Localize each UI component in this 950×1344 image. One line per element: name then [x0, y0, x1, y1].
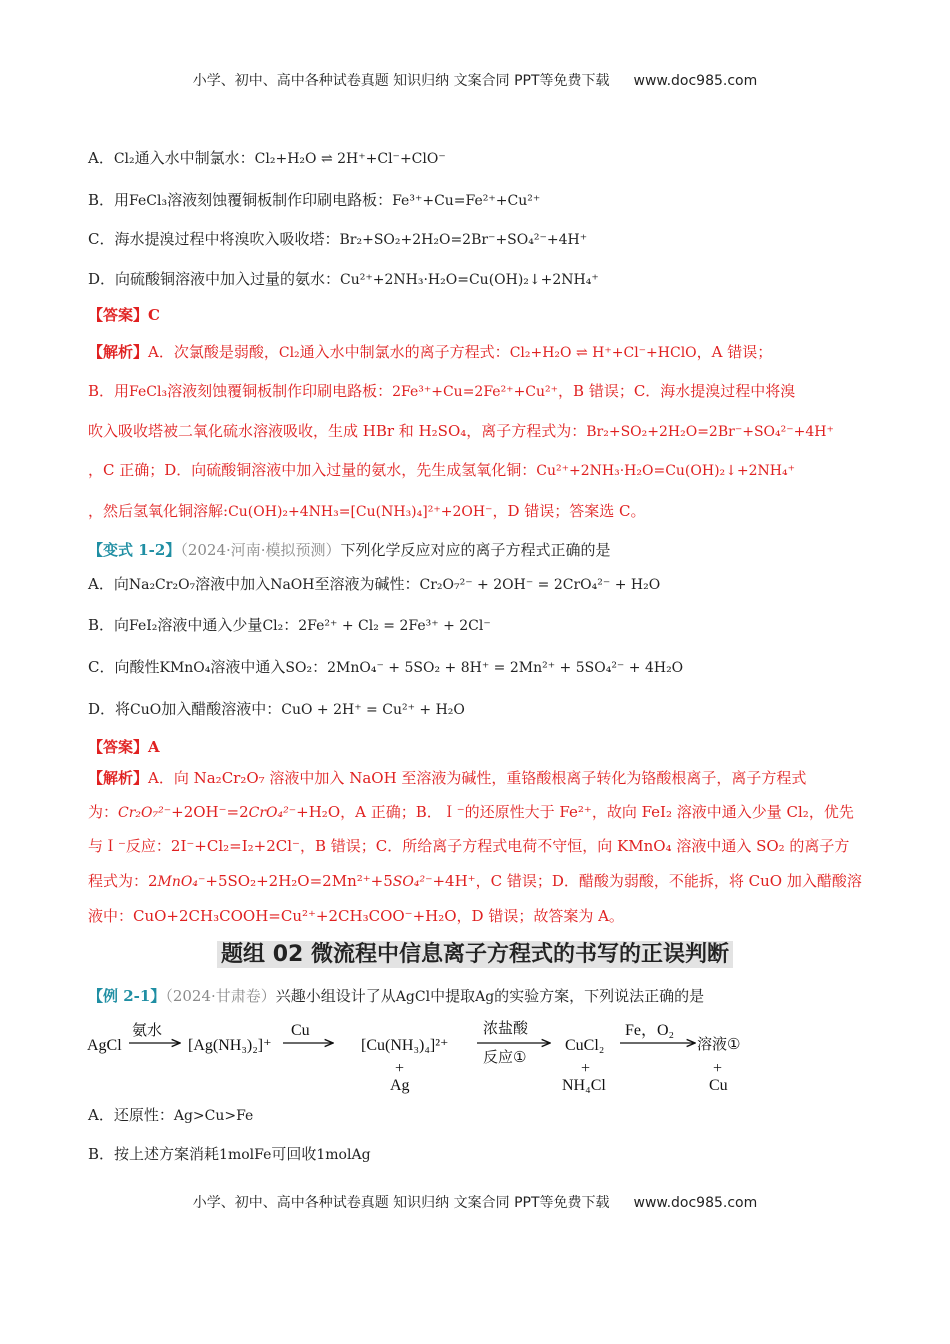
q2-explanation-line4: 程式为：2MnO₄⁻+5SO₂+2H₂O=2Mn²⁺+5SO₄²⁻+4H⁺，C 错误；D．醋酸为弱酸，不能拆，将 CuO 加入醋酸溶 [88, 872, 862, 890]
q2-option-c: C．向酸性KMnO₄溶液中通入SO₂：2MnO₄⁻ + 5SO₂ + 8H⁺ = 2Mn²⁺ + 5SO₄²⁻ + 4H₂O [88, 658, 684, 676]
q3-stem: 【例 2-1】（2024·甘肃卷）兴趣小组设计了从AgCl中提取Ag的实验方案，下列说法正确的是 [88, 987, 705, 1005]
header-text: 小学、初中、高中各种试卷真题 知识归纳 文案合同 PPT等免费下载 [192, 73, 610, 89]
flow-cu-product: Cu [709, 1077, 728, 1094]
page-footer [0, 1192, 950, 1212]
flow-reagent-cu: Cu [291, 1022, 310, 1039]
q2-answer: 【答案】A [88, 738, 160, 756]
flow-plus-3: + [713, 1060, 723, 1077]
q2-option-a: A．向Na₂Cr₂O₇溶液中加入NaOH至溶液为碱性：Cr₂O₇²⁻ + 2OH⁻ = 2CrO₄²⁻ + H₂O [88, 575, 661, 593]
q2-explanation-line3: 与Ｉ⁻反应：2I⁻+Cl₂=I₂+2Cl⁻，B 错误；C．所给离子方程式电荷不守恒，向 KMnO₄ 溶液中通入 SO₂ 的离子方 [88, 837, 850, 855]
q1-option-d: D．向硫酸铜溶液中加入过量的氨水：Cu²⁺+2NH₃·H₂O=Cu(OH)₂↓+2NH₄⁺ [88, 270, 599, 288]
page-header [0, 70, 950, 90]
flow-nh4cl: NH₄Cl [562, 1077, 606, 1094]
q2-explanation-line5: 液中：CuO+2CH₃COOH=Cu²⁺+2CH₃COO⁻+H₂O，D 错误；故答案为 A。 [88, 907, 624, 925]
header-url[interactable]: www.doc985.com [633, 73, 758, 89]
flow-reaction-1: 反应① [483, 1048, 527, 1066]
q1-explanation-line2: B．用FeCl₃溶液刻蚀覆铜板制作印刷电路板：2Fe³⁺+Cu=2Fe²⁺+Cu²⁺，B 错误；C．海水提溴过程中将溴 [88, 382, 796, 400]
q3-option-b: B．按上述方案消耗1molFe可回收1molAg [88, 1145, 371, 1163]
flow-plus-1: + [395, 1060, 405, 1077]
footer-text: 小学、初中、高中各种试卷真题 知识归纳 文案合同 PPT等免费下载 [192, 1195, 610, 1211]
section-heading: 题组 02 微流程中信息离子方程式的书写的正误判断 [0, 937, 950, 968]
q1-explanation-line3: 吹入吸收塔被二氧化硫水溶液吸收，生成 HBr 和 H₂SO₄，离子方程式为：Br₂+SO₂+2H₂O=2Br⁻+SO₄²⁻+4H⁺ [88, 422, 834, 440]
flow-ag-complex: [Ag(NH₃)₂]⁺ [188, 1037, 272, 1054]
q2-stem: 【变式 1-2】（2024·河南·模拟预测）下列化学反应对应的离子方程式正确的是 [88, 541, 611, 559]
q1-option-c: C．海水提溴过程中将溴吹入吸收塔：Br₂+SO₂+2H₂O=2Br⁻+SO₄²⁻+4H⁺ [88, 230, 588, 248]
q1-answer: 【答案】C [88, 306, 160, 324]
flow-agcl: AgCl [87, 1037, 122, 1054]
q2-explanation-line2: 为：Cr₂O₇²⁻+2OH⁻=2CrO₄²⁻+H₂O，A 正确；B．Ｉ⁻的还原性大于 Fe²⁺，故向 FeI₂ 溶液中通入少量 Cl₂，优先 [88, 803, 854, 821]
q1-explanation-line4: ，C 正确；D．向硫酸铜溶液中加入过量的氨水，先生成氢氧化铜：Cu²⁺+2NH₃·H₂O=Cu(OH)₂↓+2NH₄⁺ [88, 461, 795, 479]
flow-cu-complex: [Cu(NH₃)₄]²⁺ [361, 1037, 449, 1054]
flow-reagent-ammonia: 氨水 [132, 1021, 163, 1039]
q2-option-d: D．将CuO加入醋酸溶液中：CuO + 2H⁺ = Cu²⁺ + H₂O [88, 700, 465, 718]
q2-option-b: B．向FeI₂溶液中通入少量Cl₂：2Fe²⁺ + Cl₂ = 2Fe³⁺ + 2Cl⁻ [88, 616, 491, 634]
flow-reagent-hcl: 浓盐酸 [483, 1019, 529, 1037]
q3-option-a: A．还原性：Ag>Cu>Fe [88, 1106, 254, 1124]
flow-ag: Ag [390, 1077, 410, 1094]
q1-option-b: B．用FeCl₃溶液刻蚀覆铜板制作印刷电路板：Fe³⁺+Cu=Fe²⁺+Cu²⁺ [88, 191, 541, 209]
flow-reagent-fe-o2: Fe，O₂ [625, 1022, 675, 1039]
q1-explanation-line1: 【解析】A．次氯酸是弱酸，Cl₂通入水中制氯水的离子方程式：Cl₂+H₂O ⇌ H⁺+Cl⁻+HClO，A 错误； [88, 343, 773, 361]
flow-solution-1: 溶液① [697, 1035, 741, 1053]
q1-option-a: A．Cl₂通入水中制氯水：Cl₂+H₂O ⇌ 2H⁺+Cl⁻+ClO⁻ [88, 149, 446, 167]
q1-explanation-line5: ，然后氢氧化铜溶解:Cu(OH)₂+4NH₃=[Cu(NH₃)₄]²⁺+2OH⁻，D 错误；答案选 C。 [88, 502, 646, 520]
flow-diagram [85, 1015, 785, 1095]
q2-explanation-line1: 【解析】A．向 Na₂Cr₂O₇ 溶液中加入 NaOH 至溶液为碱性，重铬酸根离子转化为铬酸根离子，离子方程式 [88, 769, 807, 787]
flow-plus-2: + [581, 1060, 591, 1077]
flow-cucl2: CuCl₂ [565, 1037, 605, 1054]
footer-url[interactable]: www.doc985.com [633, 1195, 758, 1211]
